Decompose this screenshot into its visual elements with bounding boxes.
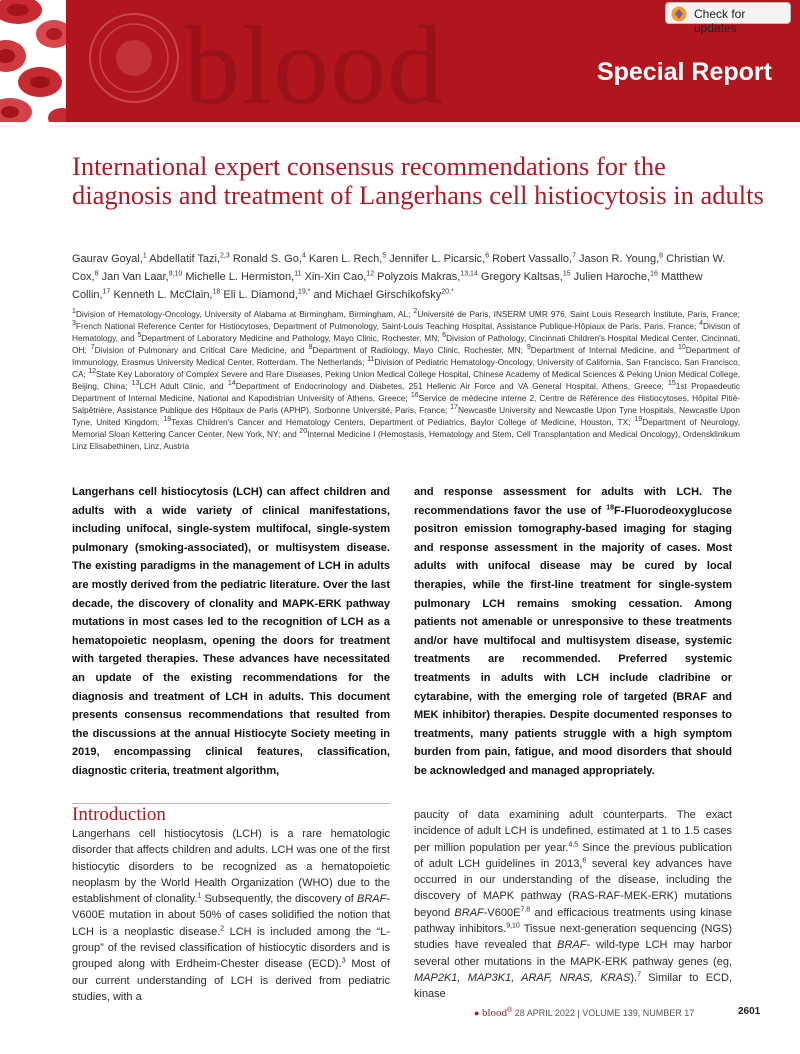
affiliation-marker: 7 (90, 344, 95, 352)
author-name: Robert Vassallo, (492, 253, 573, 265)
gene-name: MAP2K1, MAP3K1, ARAF, NRAS, KRAS (414, 971, 631, 984)
affiliation-marker: 13 (131, 380, 140, 388)
affiliation-marker: 9 (526, 344, 531, 352)
society-seal-icon (84, 8, 184, 108)
author-affiliation-marker: 17 (102, 288, 111, 296)
body-text: paucity of data examining adult counterparts. The exact incidence of adult LCH is undefined, estimated at 1 to 1.5 cases per million population per year. (414, 809, 732, 854)
crossmark-icon (671, 6, 687, 25)
page-number: 2601 (738, 1006, 761, 1017)
author-affiliation-marker: 12 (366, 270, 375, 278)
section-label: Special Report (596, 58, 772, 86)
citation-marker: 7 (637, 971, 641, 979)
body-text: LCH is included among the “L-group” of the revised classification of histiocytic disorders and is grouped along with Erdheim-Chester disease (ECD). (72, 925, 390, 971)
abstract-right-part1: and response assessment for adults with LCH. The recommendations favor the use of (414, 486, 732, 517)
affiliation-marker: 14 (227, 380, 236, 388)
check-for-updates-button[interactable] (665, 2, 791, 35)
author-affiliation-marker: 7 (572, 252, 576, 260)
author-affiliation-marker: 11 (294, 270, 302, 278)
introduction-right-column (414, 807, 732, 1003)
author-affiliation-marker: 8 (659, 252, 664, 260)
author-name: Christian W. Cox, (72, 253, 726, 283)
author-affiliation-marker: 16 (650, 270, 658, 278)
author-name: Matthew Collin, (72, 271, 703, 301)
author-name: Abdellatif Tazi, (149, 253, 221, 265)
affiliations (72, 308, 740, 452)
affiliation-marker: 2 (413, 308, 418, 316)
author-name: Kenneth L. McClain, (113, 289, 213, 301)
affiliation-marker: 8 (308, 344, 313, 352)
author-affiliation-marker: 5 (382, 252, 387, 260)
affiliation-text: Department of Endocrinology and Diabetes, 251 Hellenic Air Force and VA General Hospital, Athens, Greece; (235, 381, 668, 391)
author-name: Eli L. Diamond, (223, 289, 298, 301)
affiliation-marker: 3 (72, 320, 76, 328)
author-name: Jan Van Laar, (101, 271, 169, 283)
gene-name: BRAF (557, 939, 587, 952)
affiliation-marker: 19 (634, 416, 643, 424)
article-title: International expert consensus recommendations for the diagnosis and treatment of Langerhans cell histiocytosis in adults (72, 151, 764, 210)
author-affiliation-marker: 20,* (441, 288, 454, 296)
affiliation-text: Department of Neurology, Memorial Sloan Kettering Cancer Center, New York, NY; and (72, 417, 740, 439)
abstract-right-sup: 18 (606, 503, 615, 511)
abstract-right (414, 483, 732, 781)
author-name: Jason R. Young, (579, 253, 660, 265)
page-footer: ● blood® 28 APRIL 2022 | VOLUME 139, NUMBER 17 (474, 1007, 695, 1019)
affiliation-text: Université de Paris, INSERM UMR 976, Saint Louis Research Institute, Paris, France; (417, 309, 740, 319)
author-name: Jennifer L. Picarsic, (389, 253, 486, 265)
footer-journal: blood (481, 1007, 508, 1019)
affiliation-marker: 17 (450, 404, 458, 412)
author-affiliation-marker: 13,14 (460, 270, 478, 278)
blood-logo-watermark: blood (184, 4, 445, 122)
body-text: -V600E (483, 906, 521, 919)
body-text: - wild-type LCH may harbor several other mutations in the MAPK-ERK pathway genes (eg, (414, 939, 732, 968)
citation-marker: 2 (220, 925, 225, 933)
author-affiliation-marker: 1 (142, 252, 147, 260)
affiliation-text: Internal Medicine I (Hemostasis, Hematology and Stem, Cell Transplantation and Medical Oncology), Ordensklinikum Linz Elisabethinen, Linz, Austria (72, 429, 740, 451)
author-affiliation-marker: 6 (485, 252, 490, 260)
body-text: Most of our current understanding of LCH is derived from pediatric studies, with a (72, 958, 391, 1003)
body-text: Since the previous publication of adult LCH guidelines in 2013, (414, 841, 732, 870)
check-for-updates-label: Check for updates (694, 7, 746, 35)
affiliation-marker: 18 (163, 416, 172, 424)
author-name: Michelle L. Hermiston, (185, 271, 295, 283)
body-text: several key advances have occurred in our understanding of the disease, including the discovery of MAPK pathway (RAS-RAF-MEK-ERK) mutations beyond (414, 857, 732, 919)
body-text: Subsequently, the discovery of (201, 893, 357, 906)
author-affiliation-marker: 9,10 (168, 270, 183, 278)
affiliation-marker: 20 (299, 428, 308, 436)
author-name: Julien Haroche, (573, 271, 651, 283)
affiliation-text: State Key Laboratory of Complex Severe and Rare Diseases, Peking Union Medical College Hospital, Chinese Academy of Medical Sciences & Peking Union Medical College, Beijing, China; (72, 369, 740, 391)
blood-drop-icon: ● (474, 1008, 480, 1018)
affiliation-text: Divison of Hematology, and (72, 321, 740, 343)
author-affiliation-marker: 2,3 (220, 252, 230, 260)
citation-marker: 6 (582, 857, 587, 865)
citation-marker: 1 (197, 892, 202, 900)
affiliation-text: Division of Pediatric Hematology-Oncology, University of California, San Francisco, San Francisco, CA; (72, 357, 741, 379)
red-blood-cells-graphic (0, 0, 66, 122)
abstract-left: Langerhans cell histiocytosis (LCH) can affect children and adults with a wide variety of clinical manifestations, including unifocal, single-system multifocal, single-system pulmonary (smoking-associated), or multisystem disease. The existing paradigms in the management of LCH in adults are mostly derived from the pediatric literature. Over the last decade, the discovery of clonality and MAPK-ERK pathway mutations in most cases led to the recognition of LCH as a hematopoietic neoplasm, opening the doors for treatment with targeted therapies. These advances have necessitated an update of the existing recommendations for the diagnosis and treatment of LCH in adults. This document presents consensus recommendations that resulted from the discussions at the annual Histiocyte Society meeting in 2019, encompassing clinical features, classification, diagnostic criteria, treatment algorithm, (72, 486, 390, 777)
affiliation-text: Newcastle University and Newcastle Upon Tyne Hospitals, Newcastle Upon Tyne, United Kingdom; (72, 405, 740, 427)
affiliation-text: LCH Adult Clinic, and (139, 381, 228, 391)
affiliation-text: Division of Hematology-Oncology, University of Alabama at Birmingham, Birmingham, AL; (75, 309, 414, 319)
author-name: Gaurav Goyal, (72, 253, 143, 265)
affiliation-marker: 4 (699, 320, 704, 328)
affiliation-text: Service de médecine interne 2, Centre de Référence des Histiocytoses, Hôpital Pitié-Salpêtrière, Assistance Publique des Hôpitaux de Paris (APHP), Sorbonne Université, Paris, France; (72, 393, 741, 415)
affiliation-text: Division of Pathology, Cincinnati Children's Hospital Medical Center, Cincinnati, OH; (72, 333, 740, 355)
introduction-heading: Introduction (72, 804, 166, 825)
gene-name: BRAF (356, 893, 387, 906)
author-affiliation-marker: 19,* (297, 288, 311, 296)
affiliation-text: Division of Pulmonary and Critical Care Medicine, and (94, 345, 309, 355)
affiliation-marker: 12 (88, 368, 97, 376)
author-name: and Michael Girschikofsky (313, 289, 442, 301)
affiliation-marker: 15 (667, 380, 676, 388)
affiliation-text: Department of Internal Medicine, and (530, 345, 678, 355)
affiliation-marker: 5 (137, 332, 142, 340)
affiliation-text: 1st Propaedeutic Department of Internal Medicine, National and Kapodistrian University of Athens, Greece; (72, 381, 740, 403)
body-text: Similar to ECD, kinase (414, 971, 732, 1001)
author-name: Polyzois Makras, (377, 271, 461, 283)
citation-marker: 9,10 (506, 922, 520, 930)
body-text: -V600E mutation in about 50% of cases solidified the notion that LCH is a neoplastic disease. (72, 893, 390, 938)
author-affiliation-marker: 15 (562, 270, 571, 278)
body-text: ). (630, 971, 638, 984)
citation-marker: 4,5 (568, 840, 579, 848)
body-text: Langerhans cell histiocytosis (LCH) is a rare hematologic disorder that affects children and adults. LCH was one of the first histiocytic disorders to be recognized as a hematopoietic neoplasm by the World Health Organization (WHO) due to the establishment of clonality. (72, 828, 390, 906)
affiliation-marker: 11 (367, 356, 375, 364)
introduction-left-column (72, 826, 390, 1005)
gene-name: BRAF (454, 906, 484, 919)
citation-marker: 3 (341, 957, 346, 965)
affiliation-text: Department of Immunology, Erasmus University Medical Center, Rotterdam. The Netherlands; (72, 345, 740, 367)
author-name: Ronald S. Go, (232, 253, 302, 265)
affiliation-marker: 1 (72, 308, 76, 316)
author-name: Karen L. Rech, (308, 253, 383, 265)
affiliation-text: Texas Children's Cancer and Hematology Centers, Department of Pediatrics, Baylor College of Medicine, Houston, TX; (171, 417, 635, 427)
footer-citation: 28 APRIL 2022 | VOLUME 139, NUMBER 17 (514, 1008, 695, 1018)
citation-marker: 7,8 (520, 906, 531, 914)
abstract-right-part2: F-Fluorodeoxyglucose positron emission tomography-based imaging for staging and response assessment in the majority of cases. Most adults with unifocal disease may be cured by local therapies, while the first-line treatment for single-system pulmonary LCH remains smoking cessation. Among patients not amenable or unresponsive to these treatments and/or have multifocal and multisystem disease, systemic treatments are recommended. Preferred systemic treatments in adults with LCH include cladribine or cytarabine, with the emerging role of targeted (BRAF and MEK inhibitor) therapies. Despite documented responses to treatments, many patients struggle with a high symptom burden from pain, fatigue, and mood disorders that should be acknowledged and managed appropriately. (414, 504, 732, 777)
affiliation-text: Department of Radiology, Mayo Clinic, Rochester, MN; (312, 345, 527, 355)
body-text: and efficacious treatments using kinase pathway inhibitors. (414, 906, 732, 936)
affiliation-marker: 6 (442, 332, 447, 340)
affiliation-marker: 16 (410, 392, 419, 400)
author-affiliation-marker: 8 (94, 270, 99, 278)
body-text: Tissue next-generation sequencing (NGS) studies have revealed that (414, 923, 733, 952)
author-list (72, 250, 742, 304)
affiliation-marker: 10 (677, 344, 686, 352)
affiliation-text: French National Reference Center for Histiocytoses, Department of Pulmonology, Saint-Louis Teaching Hospital, Assistance Publique-Hôpiaux de Paris, Paris, France; (75, 321, 700, 331)
author-affiliation-marker: 18 (212, 288, 221, 296)
author-name: Gregory Kaltsas, (480, 271, 563, 283)
author-name: Xin-Xin Cao, (304, 271, 367, 283)
author-affiliation-marker: 4 (301, 252, 306, 260)
affiliation-text: Department of Laboratory Medicine and Pathology, Mayo Clinic, Rochester, MN; (141, 333, 443, 343)
